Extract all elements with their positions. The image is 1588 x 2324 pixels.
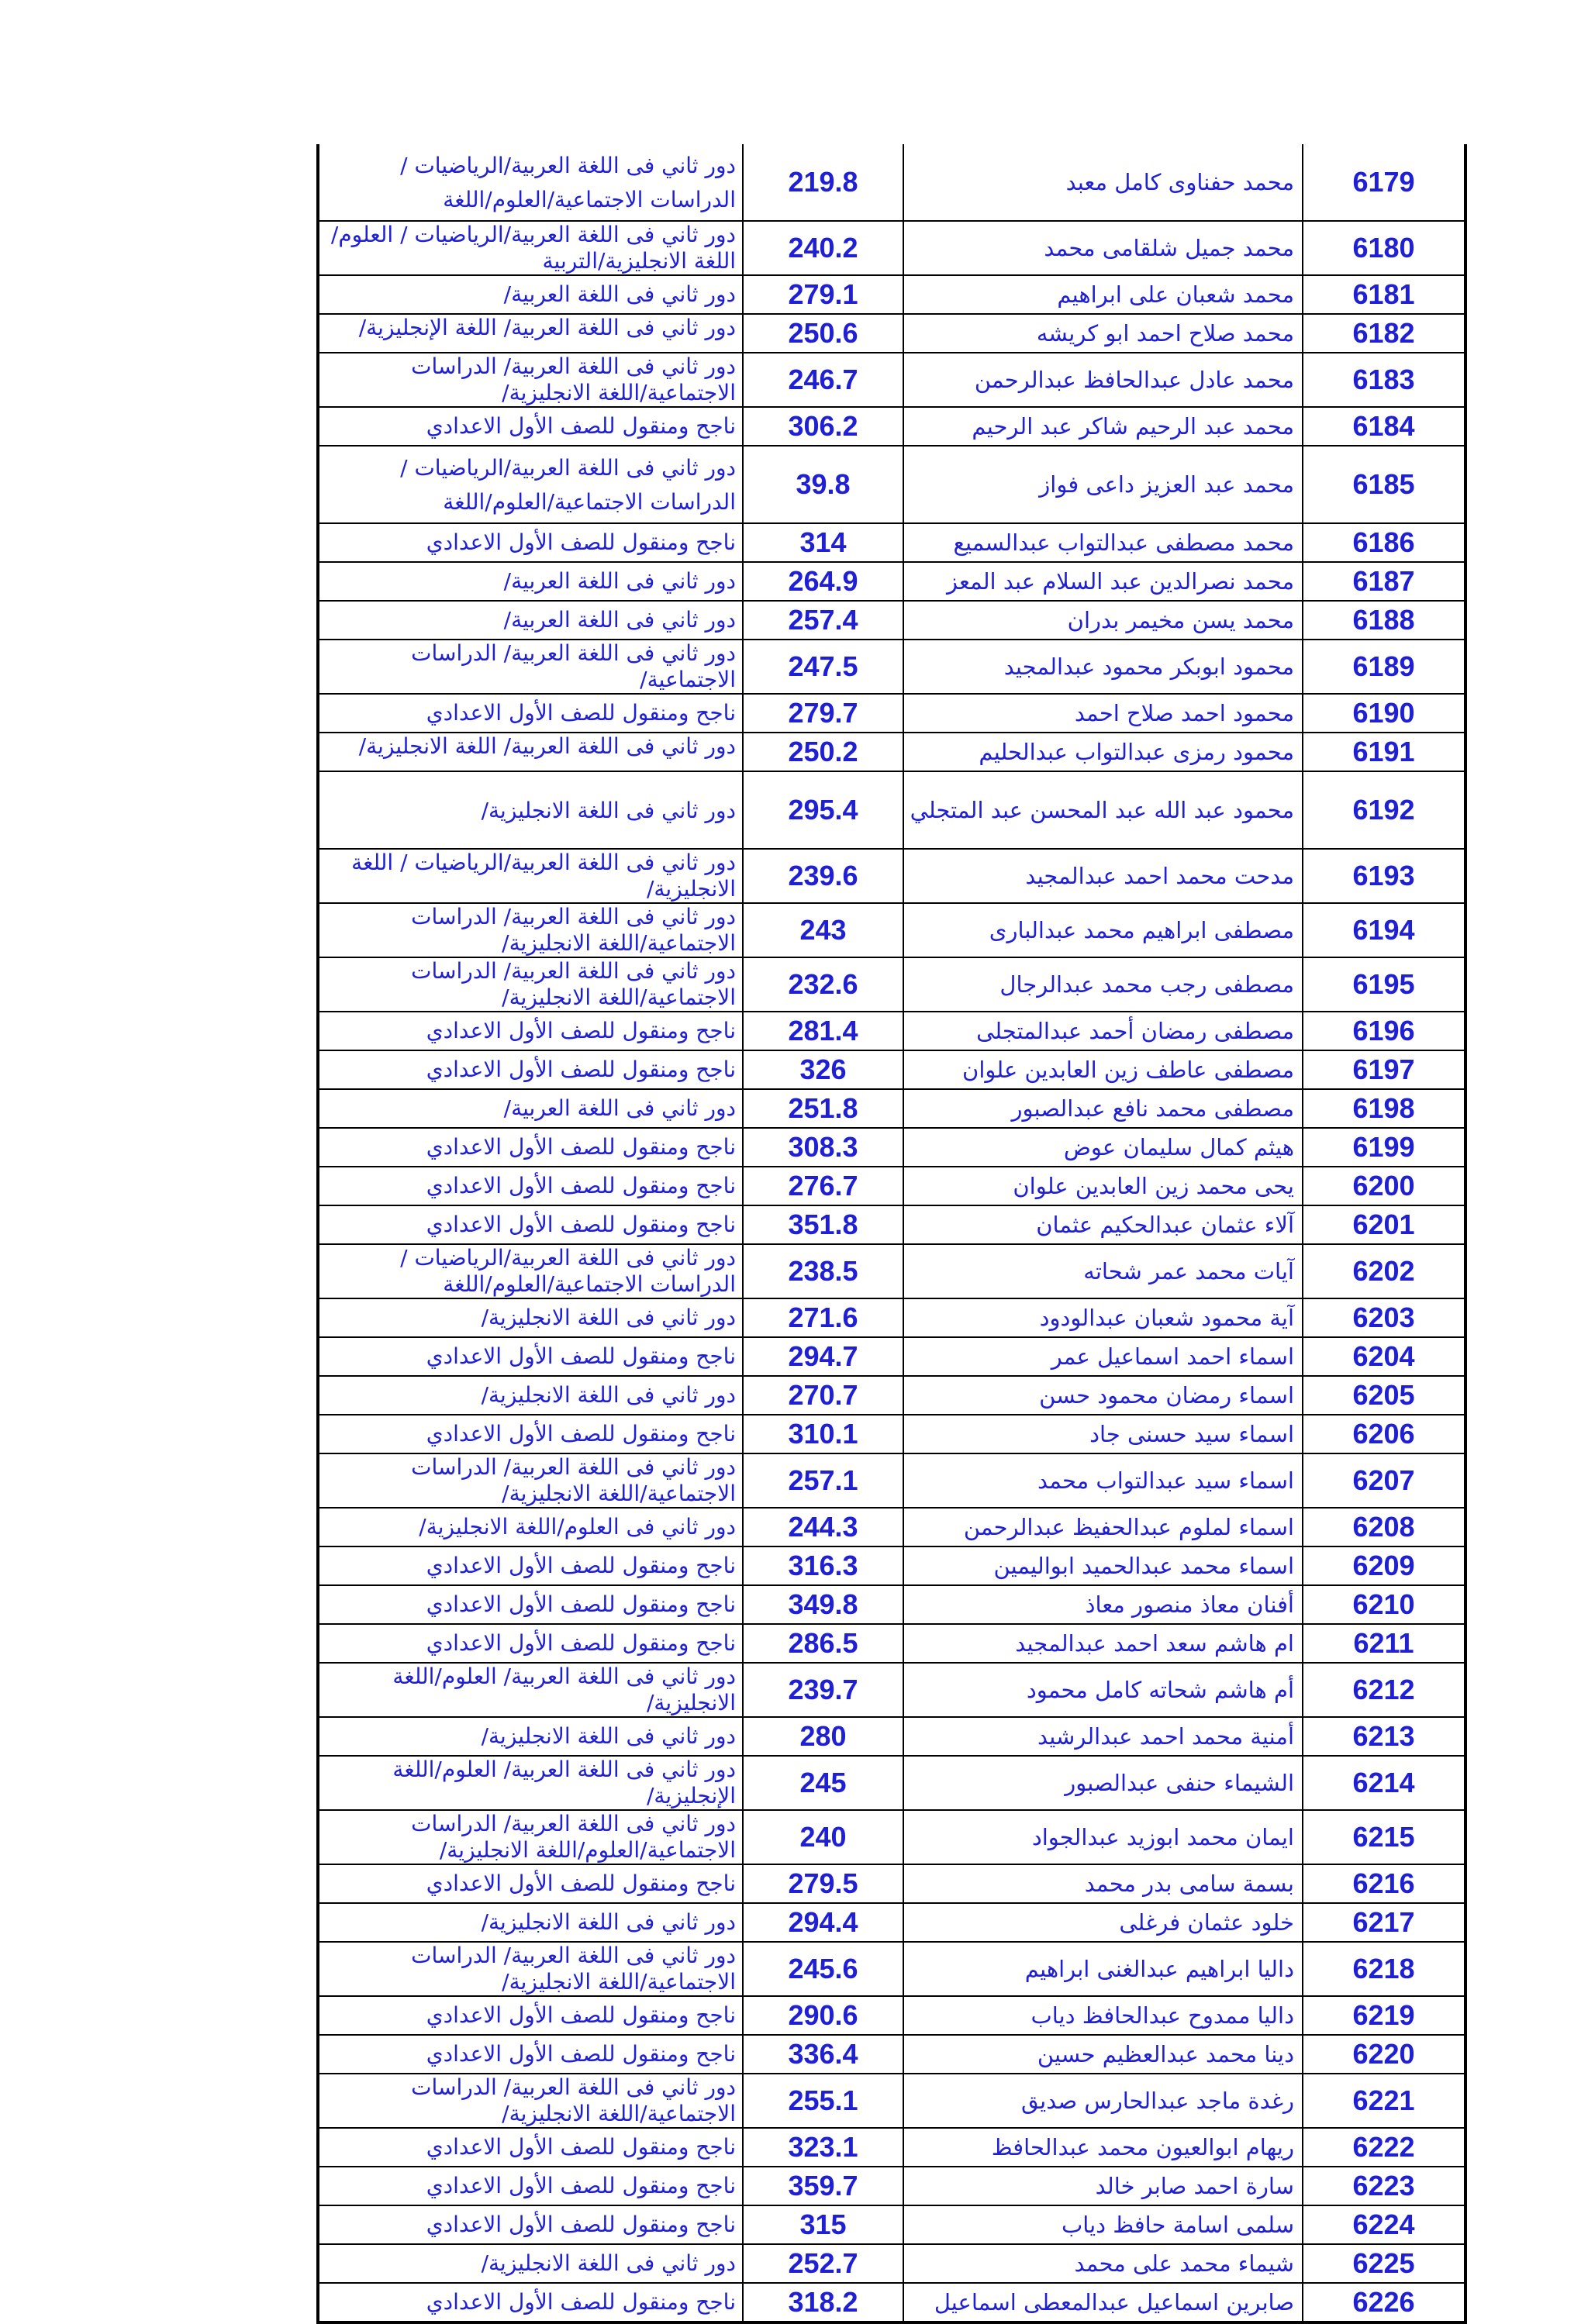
result-status-cell: دور ثاني فى اللغة العربية/الرياضيات / الدراسات الاجتماعية/العلوم/اللغة <box>318 446 743 523</box>
student-name-cell: محمد صلاح احمد ابو كريشه <box>903 314 1303 353</box>
student-name-cell: الشيماء حنفى عبدالصبور <box>903 1756 1303 1810</box>
result-status-cell: دور ثاني فى اللغة العربية/ <box>318 562 743 601</box>
seat-number-cell: 6212 <box>1303 1663 1465 1717</box>
seat-number-cell: 6180 <box>1303 221 1465 275</box>
table-row <box>318 1717 1465 1756</box>
student-name-cell: آية محمود شعبان عبدالودود <box>903 1298 1303 1337</box>
seat-number-cell: 6187 <box>1303 562 1465 601</box>
table-row <box>318 1012 1465 1050</box>
table-row <box>318 2205 1465 2244</box>
total-score-cell: 232.6 <box>743 957 903 1012</box>
result-status-cell: ناجح ومنقول للصف الأول الاعدادي <box>318 1012 743 1050</box>
table-row <box>318 1756 1465 1810</box>
result-status-cell: ناجح ومنقول للصف الأول الاعدادي <box>318 2205 743 2244</box>
table-row <box>318 1050 1465 1089</box>
seat-number-cell: 6197 <box>1303 1050 1465 1089</box>
table-row <box>318 2035 1465 2074</box>
seat-number-cell: 6196 <box>1303 1012 1465 1050</box>
table-row <box>318 1089 1465 1128</box>
seat-number-cell: 6207 <box>1303 1453 1465 1508</box>
result-status-cell: ناجح ومنقول للصف الأول الاعدادي <box>318 1546 743 1585</box>
table-row <box>318 221 1465 275</box>
table-row <box>318 314 1465 353</box>
table-row <box>318 275 1465 314</box>
result-status-cell: دور ثاني فى اللغة العربية/ اللغة الإنجليزية/ <box>318 314 743 353</box>
result-status-cell: دور ثاني فى اللغة العربية/ الدراسات الاجتماعية/اللغة الانجليزية/ <box>318 1453 743 1508</box>
result-status-cell: دور ثاني فى اللغة العربية/الرياضيات / الدراسات الاجتماعية/العلوم/اللغة <box>318 144 743 221</box>
seat-number-cell: 6181 <box>1303 275 1465 314</box>
result-status-cell: دور ثاني فى اللغة العربية/ الدراسات الاجتماعية/اللغة الانجليزية/ <box>318 957 743 1012</box>
result-status-cell: ناجح ومنقول للصف الأول الاعدادي <box>318 2035 743 2074</box>
total-score-cell: 308.3 <box>743 1128 903 1167</box>
table-row <box>318 1624 1465 1663</box>
student-name-cell: مصطفى رمضان أحمد عبدالمتجلى <box>903 1012 1303 1050</box>
total-score-cell: 239.7 <box>743 1663 903 1717</box>
student-name-cell: محمد شعبان على ابراهيم <box>903 275 1303 314</box>
table-row <box>318 1996 1465 2035</box>
total-score-cell: 280 <box>743 1717 903 1756</box>
table-row <box>318 1453 1465 1508</box>
student-name-cell: اسماء محمد عبدالحميد ابواليمين <box>903 1546 1303 1585</box>
seat-number-cell: 6211 <box>1303 1624 1465 1663</box>
total-score-cell: 257.1 <box>743 1453 903 1508</box>
student-name-cell: محمد عبد الرحيم شاكر عبد الرحيم <box>903 407 1303 446</box>
result-status-cell: ناجح ومنقول للصف الأول الاعدادي <box>318 1050 743 1089</box>
result-status-cell: دور ثاني فى اللغة العربية/الرياضيات / العلوم/اللغة الانجليزية/التربية <box>318 221 743 275</box>
student-name-cell: مدحت محمد احمد عبدالمجيد <box>903 849 1303 903</box>
student-name-cell: محمد عبد العزيز داعى فواز <box>903 446 1303 523</box>
table-row <box>318 1205 1465 1244</box>
total-score-cell: 359.7 <box>743 2167 903 2205</box>
total-score-cell: 286.5 <box>743 1624 903 1663</box>
total-score-cell: 255.1 <box>743 2074 903 2128</box>
total-score-cell: 244.3 <box>743 1508 903 1546</box>
table-row <box>318 601 1465 640</box>
result-status-cell: ناجح ومنقول للصف الأول الاعدادي <box>318 407 743 446</box>
total-score-cell: 240.2 <box>743 221 903 275</box>
student-name-cell: آيات محمد عمر شحاته <box>903 1244 1303 1298</box>
student-name-cell: محمود رمزى عبدالتواب عبدالحليم <box>903 733 1303 771</box>
total-score-cell: 326 <box>743 1050 903 1089</box>
result-status-cell: ناجح ومنقول للصف الأول الاعدادي <box>318 1996 743 2035</box>
results-table <box>316 144 1467 2324</box>
student-name-cell: مصطفى محمد نافع عبدالصبور <box>903 1089 1303 1128</box>
student-name-cell: هيثم كمال سليمان عوض <box>903 1128 1303 1167</box>
result-status-cell: دور ثاني فى اللغة العربية/ العلوم/اللغة الإنجليزية/ <box>318 1756 743 1810</box>
total-score-cell: 336.4 <box>743 2035 903 2074</box>
seat-number-cell: 6202 <box>1303 1244 1465 1298</box>
seat-number-cell: 6183 <box>1303 353 1465 407</box>
seat-number-cell: 6226 <box>1303 2283 1465 2322</box>
result-status-cell: ناجح ومنقول للصف الأول الاعدادي <box>318 523 743 562</box>
seat-number-cell: 6199 <box>1303 1128 1465 1167</box>
table-row <box>318 1810 1465 1864</box>
student-name-cell: محمد نصرالدين عبد السلام عبد المعز <box>903 562 1303 601</box>
table-row <box>318 446 1465 523</box>
result-status-cell: دور ثاني فى اللغة الانجليزية/ <box>318 1903 743 1942</box>
student-name-cell: يحى محمد زين العابدين علوان <box>903 1167 1303 1205</box>
seat-number-cell: 6222 <box>1303 2128 1465 2167</box>
student-name-cell: داليا ممدوح عبدالحافظ دياب <box>903 1996 1303 2035</box>
result-status-cell: ناجح ومنقول للصف الأول الاعدادي <box>318 1167 743 1205</box>
result-status-cell: ناجح ومنقول للصف الأول الاعدادي <box>318 1415 743 1453</box>
result-status-cell: دور ثاني فى اللغة العربية/الرياضيات / الدراسات الاجتماعية/العلوم/اللغة <box>318 1244 743 1298</box>
total-score-cell: 250.6 <box>743 314 903 353</box>
total-score-cell: 219.8 <box>743 144 903 221</box>
result-status-cell: ناجح ومنقول للصف الأول الاعدادي <box>318 1128 743 1167</box>
result-status-cell: ناجح ومنقول للصف الأول الاعدادي <box>318 1205 743 1244</box>
student-name-cell: محمد حفناوى كامل معبد <box>903 144 1303 221</box>
seat-number-cell: 6221 <box>1303 2074 1465 2128</box>
total-score-cell: 349.8 <box>743 1585 903 1624</box>
seat-number-cell: 6191 <box>1303 733 1465 771</box>
table-row <box>318 1376 1465 1415</box>
student-name-cell: محمد عادل عبدالحافظ عبدالرحمن <box>903 353 1303 407</box>
seat-number-cell: 6198 <box>1303 1089 1465 1128</box>
seat-number-cell: 6223 <box>1303 2167 1465 2205</box>
total-score-cell: 279.1 <box>743 275 903 314</box>
result-status-cell: دور ثاني فى اللغة العربية/ الدراسات الاجتماعية/اللغة الانجليزية/ <box>318 1942 743 1996</box>
seat-number-cell: 6201 <box>1303 1205 1465 1244</box>
total-score-cell: 252.7 <box>743 2244 903 2283</box>
total-score-cell: 323.1 <box>743 2128 903 2167</box>
seat-number-cell: 6224 <box>1303 2205 1465 2244</box>
table-row <box>318 1415 1465 1453</box>
total-score-cell: 281.4 <box>743 1012 903 1050</box>
seat-number-cell: 6216 <box>1303 1864 1465 1903</box>
result-status-cell: ناجح ومنقول للصف الأول الاعدادي <box>318 1337 743 1376</box>
student-name-cell: اسماء سيد عبدالتواب محمد <box>903 1453 1303 1508</box>
result-status-cell: دور ثاني فى اللغة العربية/ الدراسات الاجتماعية/العلوم/اللغة الانجليزية/ <box>318 1810 743 1864</box>
seat-number-cell: 6215 <box>1303 1810 1465 1864</box>
seat-number-cell: 6188 <box>1303 601 1465 640</box>
total-score-cell: 39.8 <box>743 446 903 523</box>
total-score-cell: 238.5 <box>743 1244 903 1298</box>
total-score-cell: 239.6 <box>743 849 903 903</box>
total-score-cell: 290.6 <box>743 1996 903 2035</box>
table-row <box>318 2244 1465 2283</box>
total-score-cell: 247.5 <box>743 640 903 694</box>
total-score-cell: 257.4 <box>743 601 903 640</box>
student-name-cell: خلود عثمان فرغلى <box>903 1903 1303 1942</box>
table-row <box>318 694 1465 733</box>
total-score-cell: 279.7 <box>743 694 903 733</box>
result-status-cell: دور ثاني فى اللغة العربية/ الدراسات الاجتماعية/ <box>318 640 743 694</box>
student-name-cell: أفنان معاذ منصور معاذ <box>903 1585 1303 1624</box>
total-score-cell: 276.7 <box>743 1167 903 1205</box>
student-name-cell: سلمى اسامة حافظ دياب <box>903 2205 1303 2244</box>
seat-number-cell: 6189 <box>1303 640 1465 694</box>
table-row <box>318 2283 1465 2322</box>
table-row <box>318 1128 1465 1167</box>
student-name-cell: مصطفى ابراهيم محمد عبدالبارى <box>903 903 1303 957</box>
result-status-cell: ناجح ومنقول للصف الأول الاعدادي <box>318 694 743 733</box>
seat-number-cell: 6186 <box>1303 523 1465 562</box>
total-score-cell: 240 <box>743 1810 903 1864</box>
total-score-cell: 306.2 <box>743 407 903 446</box>
seat-number-cell: 6194 <box>1303 903 1465 957</box>
total-score-cell: 245.6 <box>743 1942 903 1996</box>
seat-number-cell: 6185 <box>1303 446 1465 523</box>
seat-number-cell: 6204 <box>1303 1337 1465 1376</box>
student-name-cell: محمود عبد الله عبد المحسن عبد المتجلي <box>903 771 1303 849</box>
result-status-cell: دور ثاني فى اللغة العربية/ العلوم/اللغة الانجليزية/ <box>318 1663 743 1717</box>
total-score-cell: 294.4 <box>743 1903 903 1942</box>
result-status-cell: دور ثاني فى اللغة العربية/ <box>318 275 743 314</box>
student-name-cell: محمد يسن مخيمر بدران <box>903 601 1303 640</box>
result-status-cell: ناجح ومنقول للصف الأول الاعدادي <box>318 1624 743 1663</box>
result-status-cell: دور ثاني فى اللغة الانجليزية/ <box>318 2244 743 2283</box>
result-status-cell: دور ثاني فى اللغة العربية/ اللغة الانجليزية/ <box>318 733 743 771</box>
total-score-cell: 295.4 <box>743 771 903 849</box>
seat-number-cell: 6182 <box>1303 314 1465 353</box>
student-name-cell: آلاء عثمان عبدالحكيم عثمان <box>903 1205 1303 1244</box>
seat-number-cell: 6205 <box>1303 1376 1465 1415</box>
student-name-cell: ريهام ابوالعيون محمد عبدالحافظ <box>903 2128 1303 2167</box>
result-status-cell: دور ثاني فى اللغة العربية/الرياضيات / اللغة الانجليزية/ <box>318 849 743 903</box>
table-row <box>318 1903 1465 1942</box>
seat-number-cell: 6179 <box>1303 144 1465 221</box>
total-score-cell: 264.9 <box>743 562 903 601</box>
table-row <box>318 1942 1465 1996</box>
total-score-cell: 246.7 <box>743 353 903 407</box>
result-status-cell: دور ثاني فى اللغة العربية/ الدراسات الاجتماعية/اللغة الانجليزية/ <box>318 353 743 407</box>
result-status-cell: دور ثاني فى العلوم/اللغة الانجليزية/ <box>318 1508 743 1546</box>
seat-number-cell: 6210 <box>1303 1585 1465 1624</box>
table-row <box>318 1337 1465 1376</box>
total-score-cell: 251.8 <box>743 1089 903 1128</box>
seat-number-cell: 6225 <box>1303 2244 1465 2283</box>
total-score-cell: 243 <box>743 903 903 957</box>
student-name-cell: مصطفى رجب محمد عبدالرجال <box>903 957 1303 1012</box>
student-name-cell: محمد مصطفى عبدالتواب عبدالسميع <box>903 523 1303 562</box>
total-score-cell: 351.8 <box>743 1205 903 1244</box>
result-status-cell: دور ثاني فى اللغة العربية/ الدراسات الاجتماعية/اللغة الانجليزية/ <box>318 903 743 957</box>
total-score-cell: 271.6 <box>743 1298 903 1337</box>
seat-number-cell: 6195 <box>1303 957 1465 1012</box>
student-name-cell: ايمان محمد ابوزيد عبدالجواد <box>903 1810 1303 1864</box>
student-name-cell: اسماء احمد اسماعيل عمر <box>903 1337 1303 1376</box>
total-score-cell: 245 <box>743 1756 903 1810</box>
seat-number-cell: 6190 <box>1303 694 1465 733</box>
table-row <box>318 1244 1465 1298</box>
total-score-cell: 318.2 <box>743 2283 903 2322</box>
student-name-cell: ام هاشم سعد احمد عبدالمجيد <box>903 1624 1303 1663</box>
seat-number-cell: 6220 <box>1303 2035 1465 2074</box>
student-name-cell: دينا محمد عبدالعظيم حسين <box>903 2035 1303 2074</box>
student-name-cell: بسمة سامى بدر محمد <box>903 1864 1303 1903</box>
table-row <box>318 733 1465 771</box>
total-score-cell: 279.5 <box>743 1864 903 1903</box>
table-row <box>318 523 1465 562</box>
result-status-cell: دور ثاني فى اللغة الانجليزية/ <box>318 1298 743 1337</box>
seat-number-cell: 6218 <box>1303 1942 1465 1996</box>
table-row <box>318 1546 1465 1585</box>
table-row <box>318 771 1465 849</box>
table-row <box>318 1663 1465 1717</box>
total-score-cell: 250.2 <box>743 733 903 771</box>
seat-number-cell: 6203 <box>1303 1298 1465 1337</box>
table-row <box>318 957 1465 1012</box>
table-row <box>318 353 1465 407</box>
seat-number-cell: 6200 <box>1303 1167 1465 1205</box>
table-row <box>318 562 1465 601</box>
seat-number-cell: 6208 <box>1303 1508 1465 1546</box>
total-score-cell: 314 <box>743 523 903 562</box>
result-status-cell: ناجح ومنقول للصف الأول الاعدادي <box>318 2167 743 2205</box>
table-row <box>318 1298 1465 1337</box>
table-row <box>318 407 1465 446</box>
result-status-cell: دور ثاني فى اللغة العربية/ الدراسات الاجتماعية/اللغة الانجليزية/ <box>318 2074 743 2128</box>
student-name-cell: مصطفى عاطف زين العابدين علوان <box>903 1050 1303 1089</box>
table-row <box>318 849 1465 903</box>
results-body <box>318 144 1465 2322</box>
result-status-cell: ناجح ومنقول للصف الأول الاعدادي <box>318 1864 743 1903</box>
table-row <box>318 2128 1465 2167</box>
student-name-cell: اسماء سيد حسنى جاد <box>903 1415 1303 1453</box>
student-name-cell: رغدة ماجد عبدالحارس صديق <box>903 2074 1303 2128</box>
seat-number-cell: 6193 <box>1303 849 1465 903</box>
result-status-cell: ناجح ومنقول للصف الأول الاعدادي <box>318 2128 743 2167</box>
total-score-cell: 315 <box>743 2205 903 2244</box>
student-name-cell: محمود احمد صلاح احمد <box>903 694 1303 733</box>
student-name-cell: صابرين اسماعيل عبدالمعطى اسماعيل <box>903 2283 1303 2322</box>
table-row <box>318 1508 1465 1546</box>
table-row <box>318 144 1465 221</box>
table-row <box>318 1864 1465 1903</box>
result-status-cell: ناجح ومنقول للصف الأول الاعدادي <box>318 1585 743 1624</box>
table-row <box>318 1585 1465 1624</box>
result-status-cell: دور ثاني فى اللغة الانجليزية/ <box>318 1717 743 1756</box>
student-name-cell: شيماء محمد على محمد <box>903 2244 1303 2283</box>
seat-number-cell: 6206 <box>1303 1415 1465 1453</box>
student-name-cell: أم هاشم شحاته كامل محمود <box>903 1663 1303 1717</box>
result-status-cell: دور ثاني فى اللغة الانجليزية/ <box>318 771 743 849</box>
seat-number-cell: 6219 <box>1303 1996 1465 2035</box>
table-row <box>318 903 1465 957</box>
student-name-cell: أمنية محمد احمد عبدالرشيد <box>903 1717 1303 1756</box>
student-name-cell: محمد جميل شلقامى محمد <box>903 221 1303 275</box>
total-score-cell: 310.1 <box>743 1415 903 1453</box>
seat-number-cell: 6213 <box>1303 1717 1465 1756</box>
result-status-cell: دور ثاني فى اللغة العربية/ <box>318 601 743 640</box>
seat-number-cell: 6184 <box>1303 407 1465 446</box>
seat-number-cell: 6217 <box>1303 1903 1465 1942</box>
table-row <box>318 2167 1465 2205</box>
result-status-cell: دور ثاني فى اللغة العربية/ <box>318 1089 743 1128</box>
result-status-cell: ناجح ومنقول للصف الأول الاعدادي <box>318 2283 743 2322</box>
student-name-cell: سارة احمد صابر خالد <box>903 2167 1303 2205</box>
student-name-cell: محمود ابوبكر محمود عبدالمجيد <box>903 640 1303 694</box>
seat-number-cell: 6192 <box>1303 771 1465 849</box>
table-row <box>318 1167 1465 1205</box>
seat-number-cell: 6209 <box>1303 1546 1465 1585</box>
total-score-cell: 316.3 <box>743 1546 903 1585</box>
total-score-cell: 270.7 <box>743 1376 903 1415</box>
total-score-cell: 294.7 <box>743 1337 903 1376</box>
result-status-cell: دور ثاني فى اللغة الانجليزية/ <box>318 1376 743 1415</box>
table-row <box>318 2074 1465 2128</box>
student-name-cell: اسماء رمضان محمود حسن <box>903 1376 1303 1415</box>
seat-number-cell: 6214 <box>1303 1756 1465 1810</box>
student-name-cell: داليا ابراهيم عبدالغنى ابراهيم <box>903 1942 1303 1996</box>
table-row <box>318 640 1465 694</box>
student-name-cell: اسماء لملوم عبدالحفيظ عبدالرحمن <box>903 1508 1303 1546</box>
